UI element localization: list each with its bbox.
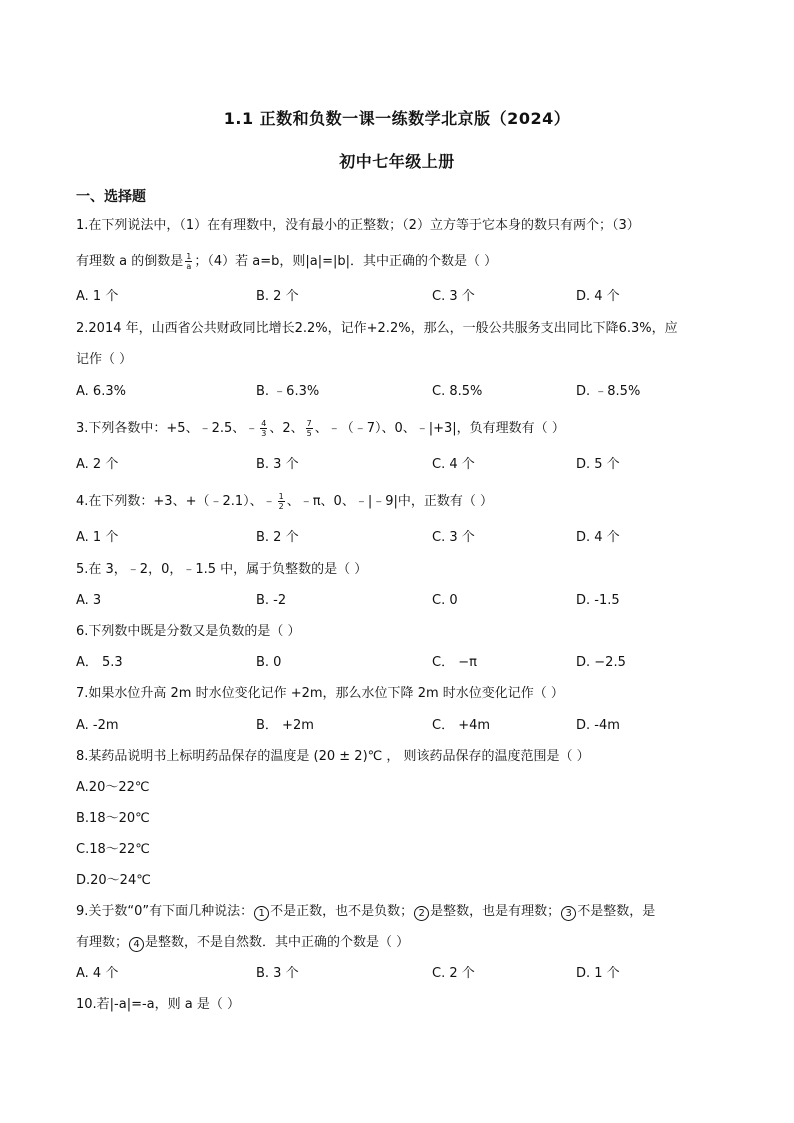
q9-text-d: 不是整数，是 <box>577 904 656 919</box>
fraction-7-5 <box>306 419 313 438</box>
option-a[interactable]: A. 2 个 <box>76 457 119 472</box>
question-2-line-1: 2.2014 年，山西省公共财政同比增长2.2%，记作+2.2%，那么，一般公共服务支出同比下降6.3%，应 <box>76 321 678 336</box>
option-c[interactable]: C. 4 个 <box>432 457 475 472</box>
question-4-line-1 <box>76 492 493 511</box>
option-b[interactable]: B. 2 个 <box>256 530 299 545</box>
question-7-options <box>76 717 726 735</box>
option-d[interactable]: D. 4 个 <box>576 289 620 304</box>
question-5-line-1: 5.在 3，﹣2，0，﹣1.5 中，属于负整数的是（ ） <box>76 562 368 577</box>
option-c[interactable]: C. 8.5% <box>432 384 483 399</box>
q1-text-b: ；（4）若 a=b，则|a|=|b|．其中正确的个数是（ ） <box>194 254 498 269</box>
fraction-numerator: 1 <box>278 492 284 501</box>
q9-text-a: 9.关于数“0”有下面几种说法： <box>76 904 254 919</box>
option-a[interactable]: A. 1 个 <box>76 289 119 304</box>
question-1-line-1: 1.在下列说法中，（1）在有理数中，没有最小的正整数；（2）立方等于它本身的数只有两个；（3） <box>76 218 640 233</box>
question-1-options <box>76 288 726 306</box>
question-3-line-1 <box>76 419 565 438</box>
option-a[interactable]: A. 6.3% <box>76 384 126 399</box>
option-d[interactable]: D. 4 个 <box>576 530 620 545</box>
q4-text-a: 4.在下列数：+3、+（﹣2.1）、﹣ <box>76 494 276 509</box>
q1-text-a: 有理数 a 的倒数是 <box>76 254 184 269</box>
option-b[interactable]: B. 0 <box>256 655 282 670</box>
fraction-4-3 <box>260 419 267 438</box>
section-heading: 一、选择题 <box>76 189 146 205</box>
option-a[interactable]: A． 5.3 <box>76 655 123 670</box>
q3-text-b: 、2、 <box>269 421 304 436</box>
option-c[interactable]: C． −π <box>432 655 477 670</box>
option-d[interactable]: D. -4m <box>576 718 620 733</box>
option-b[interactable]: B. -2 <box>256 593 287 608</box>
document-subtitle: 初中七年级上册 <box>339 152 455 171</box>
fraction-numerator: 1 <box>186 252 192 261</box>
fraction-denominator: a <box>186 262 192 271</box>
option-d[interactable]: D. -1.5 <box>576 593 620 608</box>
question-3-options <box>76 456 726 474</box>
q9-text-c: 是整数，也是有理数； <box>430 904 561 919</box>
question-8-option-b[interactable]: B.18～20℃ <box>76 811 150 826</box>
option-b[interactable]: B. ﹣6.3% <box>256 384 320 399</box>
option-b[interactable]: B． +2m <box>256 718 314 733</box>
option-a[interactable]: A. -2m <box>76 718 119 733</box>
option-d[interactable]: D. 5 个 <box>576 457 620 472</box>
option-a[interactable]: A. 3 <box>76 593 102 608</box>
question-6-line-1: 6.下列数中既是分数又是负数的是（ ） <box>76 624 301 639</box>
question-8-line-1: 8.某药品说明书上标明药品保存的温度是 (20 ± 2)℃ ， 则该药品保存的温度范围是（ ） <box>76 749 590 764</box>
option-d[interactable]: D. 1 个 <box>576 966 620 981</box>
fraction-numerator: 7 <box>306 419 312 428</box>
question-8-option-c[interactable]: C.18～22℃ <box>76 842 150 857</box>
option-b[interactable]: B. 3 个 <box>256 457 299 472</box>
question-1-line-2 <box>76 252 497 271</box>
option-c[interactable]: C. 3 个 <box>432 289 475 304</box>
question-2-options <box>76 383 726 401</box>
question-4-options <box>76 529 726 547</box>
fraction-denominator: 2 <box>278 502 284 511</box>
option-c[interactable]: C． +4m <box>432 718 491 733</box>
question-7-line-1: 7.如果水位升高 2m 时水位变化记作 +2m，那么水位下降 2m 时水位变化记作（ ） <box>76 686 564 701</box>
option-b[interactable]: B. 3 个 <box>256 966 299 981</box>
question-5-options <box>76 592 726 610</box>
option-b[interactable]: B. 2 个 <box>256 289 299 304</box>
q4-text-b: 、﹣π、0、﹣|﹣9|中，正数有（ ） <box>286 494 493 509</box>
circled-number-2: 2 <box>414 906 429 921</box>
question-2-line-2: 记作（ ） <box>76 352 133 367</box>
option-a[interactable]: A. 1 个 <box>76 530 119 545</box>
question-9-line-2 <box>76 934 409 952</box>
fraction-denominator: 5 <box>306 429 312 438</box>
circled-number-3: 3 <box>561 906 576 921</box>
fraction-denominator: 3 <box>261 429 267 438</box>
fraction-numerator: 4 <box>261 419 267 428</box>
question-9-options <box>76 965 726 983</box>
q3-text-c: 、﹣（﹣7）、0、﹣|+3|，负有理数有（ ） <box>314 421 565 436</box>
option-d[interactable]: D. −2.5 <box>576 655 626 670</box>
question-9-line-1 <box>76 903 655 921</box>
q9-text-e: 有理数； <box>76 935 129 950</box>
option-c[interactable]: C. 2 个 <box>432 966 475 981</box>
option-d[interactable]: D. ﹣8.5% <box>576 384 641 399</box>
circled-number-4: 4 <box>129 937 144 952</box>
document-title: 1.1 正数和负数一课一练数学北京版（2024） <box>223 109 571 128</box>
fraction-1-2 <box>278 492 285 511</box>
question-6-options <box>76 654 726 672</box>
circled-number-1: 1 <box>254 906 269 921</box>
option-c[interactable]: C. 0 <box>432 593 458 608</box>
question-8-option-d[interactable]: D.20～24℃ <box>76 873 151 888</box>
q9-text-b: 不是正数，也不是负数； <box>270 904 414 919</box>
q3-text-a: 3.下列各数中：+5、﹣2.5、﹣ <box>76 421 259 436</box>
question-8-option-a[interactable]: A.20～22℃ <box>76 780 150 795</box>
question-10-line-1: 10.若|-a|=-a，则 a 是（ ） <box>76 997 241 1012</box>
option-a[interactable]: A. 4 个 <box>76 966 119 981</box>
fraction-1-over-a <box>185 252 192 271</box>
option-c[interactable]: C. 3 个 <box>432 530 475 545</box>
q9-text-f: 是整数，不是自然数．其中正确的个数是（ ） <box>145 935 410 950</box>
